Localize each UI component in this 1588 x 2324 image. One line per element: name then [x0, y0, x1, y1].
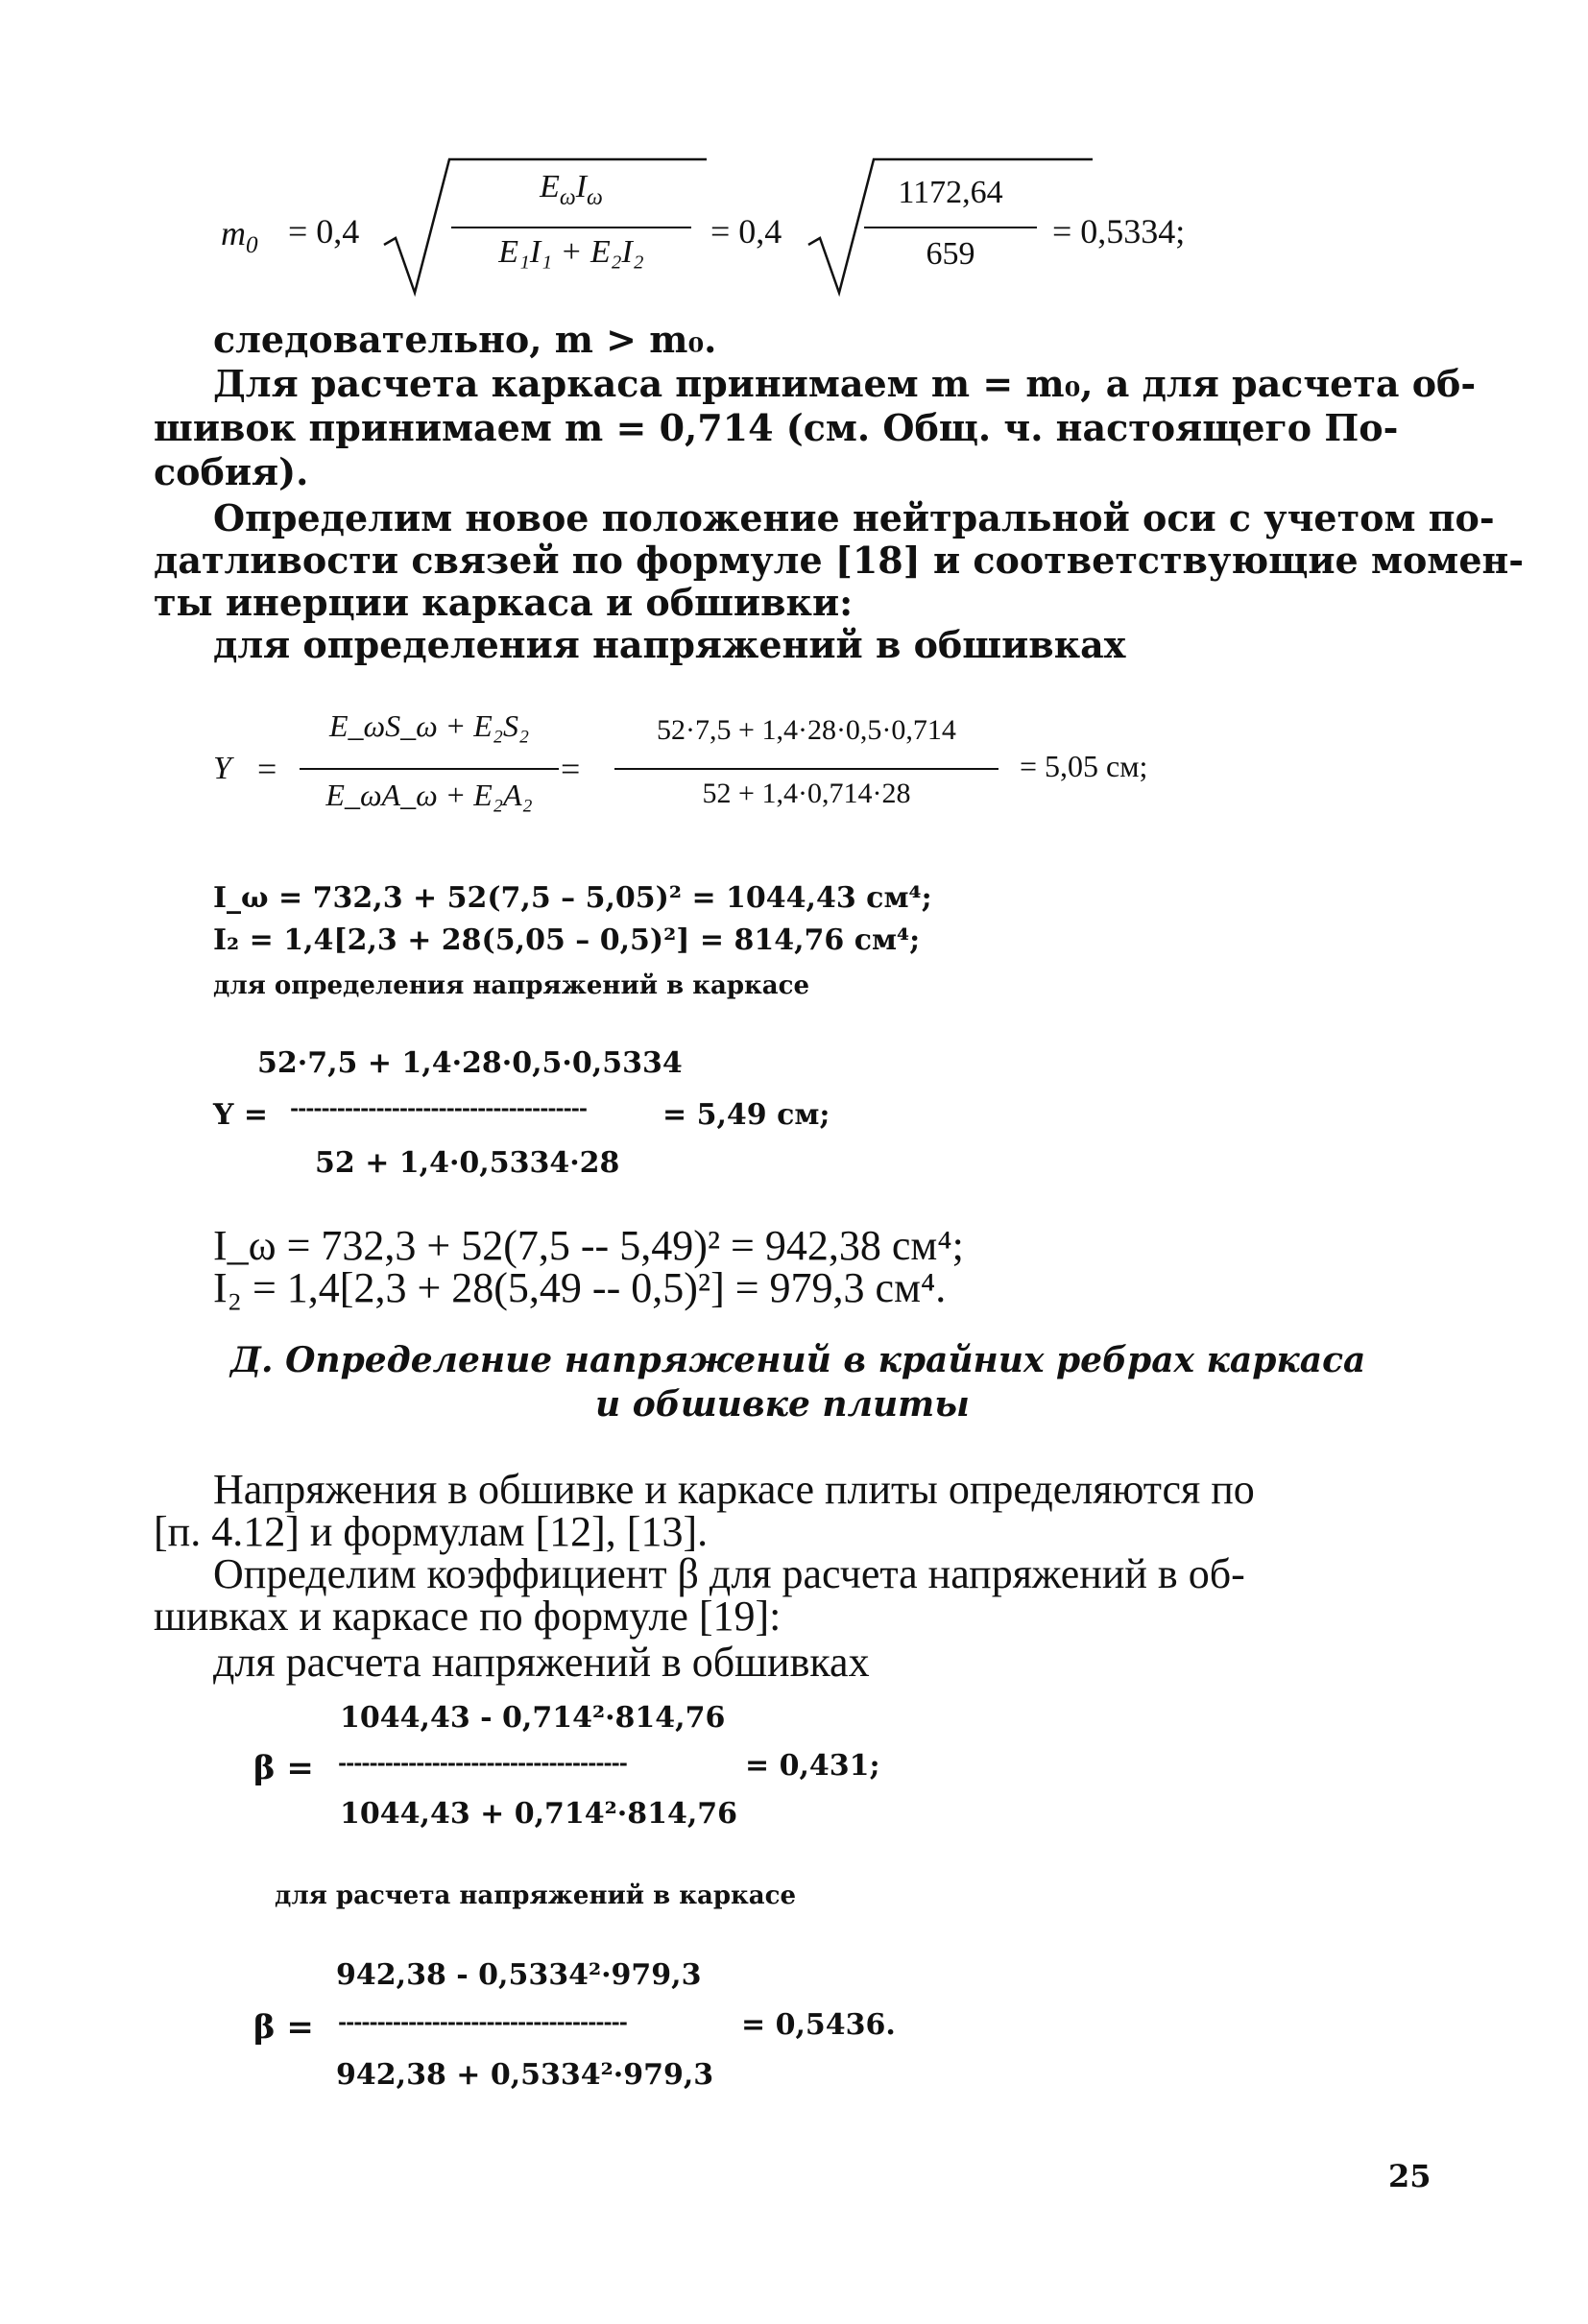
- para4-line2: [п. 4.12] и формулам [12], [13].: [154, 1508, 709, 1555]
- beta1-num: 1044,43 - 0,714²·814,76: [340, 1701, 726, 1735]
- moment-iw-2: I_ω = 732,3 + 52(7,5 -- 5,49)² = 942,38 см⁴;: [213, 1222, 964, 1269]
- para2-line1: Для расчета каркаса принимаем m = m₀, а для расчета об-: [213, 362, 1477, 405]
- m0-num: $E_\omega I_\omega$: [540, 169, 603, 210]
- y1-fraction-bar-2: [614, 768, 999, 770]
- beta2-den: 942,38 + 0,5334²·979,3: [336, 2058, 714, 2092]
- moment-iw-1: I_ω = 732,3 + 52(7,5 – 5,05)² = 1044,43 см⁴;: [213, 881, 932, 915]
- m0-fraction-bar: [451, 227, 691, 228]
- moment-i2-2: I₂ = 1,4[2,3 + 28(5,49 -- 0,5)²] = 979,3 см⁴.: [213, 1264, 947, 1311]
- moment-i2-1: I₂ = 1,4[2,3 + 28(5,05 – 0,5)²] = 814,76 см⁴;: [213, 923, 921, 957]
- y2-result: = 5,49 см;: [662, 1098, 830, 1132]
- y1-lhs: Y: [213, 751, 231, 786]
- y2-lhs: Y =: [213, 1098, 268, 1132]
- y2-dashes: --------------------------------------: [290, 1096, 587, 1121]
- label-frame-stress-1: для определения напряжений в каркасе: [213, 971, 809, 1000]
- m0-num2: 1172,64: [898, 175, 1003, 210]
- y1-num: E_ωS_ω + E₂S₂: [328, 708, 530, 743]
- para3-line4: для определения напряжений в обшивках: [213, 623, 1126, 666]
- para3-line3: ты инерции каркаса и обшивки:: [154, 581, 854, 624]
- y1-num2: 52·7,5 + 1,4·28·0,5·0,714: [657, 714, 956, 746]
- heading-line2: и обшивке плиты: [595, 1384, 970, 1425]
- para4-line1: Напряжения в обшивке и каркасе плиты определяются по: [213, 1466, 1255, 1513]
- beta1-result: = 0,431;: [745, 1749, 880, 1783]
- y1-den: E_ωA_ω + E₂A₂: [325, 778, 533, 812]
- para3-line1: Определим новое положение нейтральной оси с учетом по-: [213, 496, 1495, 539]
- m0-den2: 659: [926, 236, 975, 272]
- y2-num: 52·7,5 + 1,4·28·0,5·0,5334: [257, 1046, 683, 1080]
- label-frame-stress-2: для расчета напряжений в каркасе: [275, 1881, 797, 1910]
- m0-den: E₁I₁ + E₂I₂: [498, 234, 644, 270]
- para-consequently: следовательно, m > m₀.: [213, 318, 717, 361]
- para5-line3: для расчета напряжений в обшивках: [213, 1639, 870, 1686]
- beta1-dashes: -------------------------------------: [338, 1751, 627, 1776]
- m0-lhs: $m_0$: [221, 214, 258, 259]
- para5-line1: Определим коэффициент β для расчета напряжений в об-: [213, 1550, 1245, 1597]
- m0-eq2: = 0,4: [710, 212, 782, 251]
- m0-fraction-bar-2: [864, 227, 1037, 228]
- y1-den2: 52 + 1,4·0,714·28: [702, 778, 911, 809]
- para2-line3: собия).: [154, 450, 309, 493]
- beta1-den: 1044,43 + 0,714²·814,76: [340, 1797, 738, 1831]
- beta2-result: = 0,5436.: [741, 2008, 896, 2042]
- y2-den: 52 + 1,4·0,5334·28: [315, 1146, 620, 1180]
- y1-result: = 5,05 см;: [1020, 749, 1148, 783]
- page-number: 25: [1388, 2158, 1432, 2194]
- beta2-dashes: -------------------------------------: [338, 2010, 627, 2035]
- y1-fraction-bar: [300, 768, 559, 770]
- m0-result: = 0,5334;: [1052, 212, 1186, 251]
- m0-eq1: = 0,4: [288, 212, 360, 251]
- para3-line2: датливости связей по формуле [18] и соответствующие момен-: [154, 539, 1525, 582]
- para2-line2: шивок принимаем m = 0,714 (см. Общ. ч. настоящего По-: [154, 406, 1399, 449]
- para5-line2: шивках и каркасе по формуле [19]:: [154, 1593, 782, 1640]
- y1-eq: =: [257, 750, 277, 788]
- beta2-num: 942,38 - 0,5334²·979,3: [336, 1958, 702, 1992]
- y1-eq2: =: [561, 750, 581, 788]
- beta2-lhs: β =: [253, 2008, 314, 2047]
- heading-line1: Д. Определение напряжений в крайних ребрах каркаса: [230, 1340, 1366, 1380]
- beta1-lhs: β =: [253, 1749, 314, 1787]
